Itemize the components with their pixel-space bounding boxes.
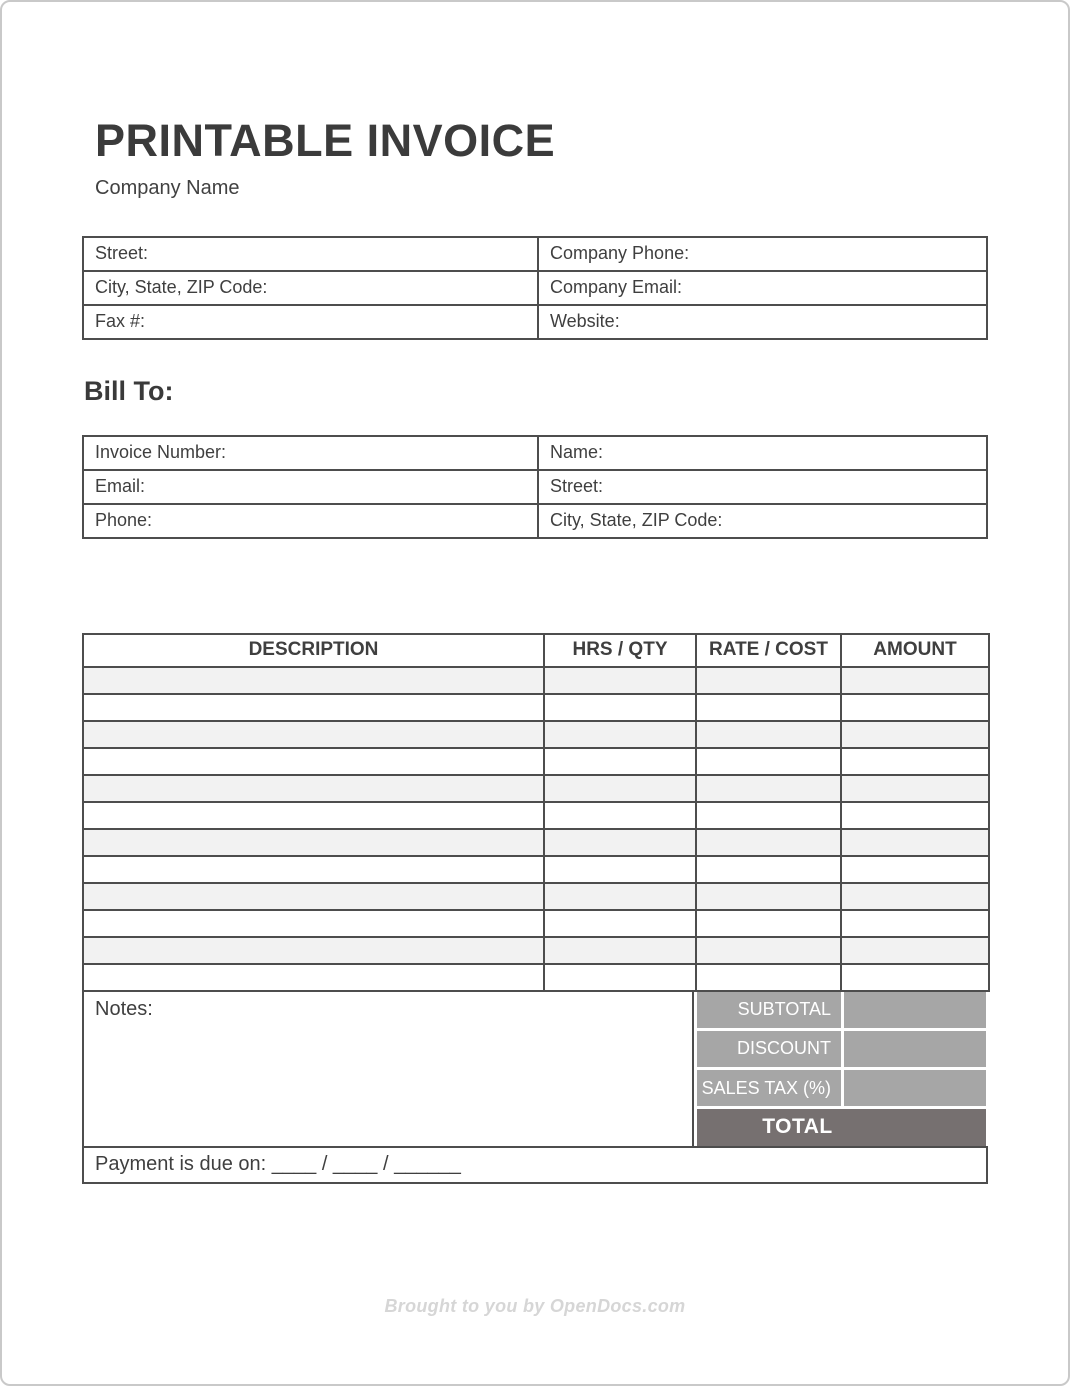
- discount-label: DISCOUNT: [697, 1031, 841, 1067]
- item-cell: [841, 802, 989, 829]
- item-cell: [696, 829, 841, 856]
- client-city-label: City, State, ZIP Code:: [538, 504, 987, 538]
- table-row: [83, 775, 989, 802]
- footer-attribution: Brought to you by OpenDocs.com: [384, 1296, 686, 1316]
- invoice-document: [82, 0, 988, 1184]
- sales-tax-row: [697, 1070, 986, 1106]
- items-body: [83, 667, 989, 991]
- company-email-label: Company Email:: [538, 271, 987, 305]
- item-cell: [83, 775, 544, 802]
- item-cell: [841, 829, 989, 856]
- company-info-table: [82, 236, 988, 340]
- item-cell: [83, 883, 544, 910]
- table-row: [83, 470, 987, 504]
- item-cell: [544, 748, 696, 775]
- total-row: [697, 1109, 986, 1145]
- table-row: [83, 748, 989, 775]
- table-row: [83, 829, 989, 856]
- item-cell: [841, 856, 989, 883]
- item-cell: [544, 910, 696, 937]
- invoice-number-label: Invoice Number:: [83, 436, 538, 470]
- item-cell: [696, 964, 841, 991]
- bill-to-table: [82, 435, 988, 539]
- total-label: TOTAL: [697, 1109, 986, 1145]
- description-header: DESCRIPTION: [83, 634, 544, 667]
- item-cell: [544, 775, 696, 802]
- payment-due-row: [82, 1146, 988, 1184]
- item-cell: [841, 883, 989, 910]
- item-cell: [696, 802, 841, 829]
- company-city-label: City, State, ZIP Code:: [83, 271, 538, 305]
- item-cell: [696, 937, 841, 964]
- item-cell: [83, 748, 544, 775]
- item-cell: [841, 937, 989, 964]
- item-cell: [544, 856, 696, 883]
- table-row: [83, 721, 989, 748]
- client-phone-label: Phone:: [83, 504, 538, 538]
- item-cell: [83, 937, 544, 964]
- totals-panel: [694, 990, 988, 1148]
- item-cell: [544, 721, 696, 748]
- bill-to-heading: Bill To:: [84, 375, 174, 406]
- table-row: [83, 883, 989, 910]
- sales-tax-value-cell: [844, 1070, 986, 1106]
- item-cell: [83, 694, 544, 721]
- item-cell: [83, 910, 544, 937]
- subtotal-label: SUBTOTAL: [697, 992, 841, 1028]
- item-cell: [83, 856, 544, 883]
- company-phone-label: Company Phone:: [538, 237, 987, 271]
- item-cell: [696, 721, 841, 748]
- table-row: [83, 856, 989, 883]
- rate-cost-header: RATE / COST: [696, 634, 841, 667]
- item-cell: [544, 937, 696, 964]
- item-cell: [544, 883, 696, 910]
- item-cell: [841, 748, 989, 775]
- table-row: [83, 504, 987, 538]
- subtotal-row: [697, 992, 986, 1028]
- table-row: [83, 305, 987, 339]
- item-cell: [544, 694, 696, 721]
- discount-row: [697, 1031, 986, 1067]
- table-row: [83, 271, 987, 305]
- item-cell: [83, 964, 544, 991]
- table-row: [83, 910, 989, 937]
- item-cell: [841, 775, 989, 802]
- item-cell: [83, 802, 544, 829]
- table-row: [83, 694, 989, 721]
- item-cell: [841, 910, 989, 937]
- item-cell: [544, 964, 696, 991]
- table-row: [83, 436, 987, 470]
- notes-box: [82, 990, 694, 1148]
- item-cell: [841, 694, 989, 721]
- item-cell: [696, 910, 841, 937]
- item-cell: [696, 748, 841, 775]
- item-cell: [696, 883, 841, 910]
- item-cell: [696, 775, 841, 802]
- company-fax-label: Fax #:: [83, 305, 538, 339]
- notes-label: Notes:: [95, 997, 153, 1020]
- item-cell: [696, 856, 841, 883]
- item-cell: [83, 721, 544, 748]
- company-street-label: Street:: [83, 237, 538, 271]
- client-street-label: Street:: [538, 470, 987, 504]
- item-cell: [83, 829, 544, 856]
- hrs-qty-header: HRS / QTY: [544, 634, 696, 667]
- sales-tax-label: SALES TAX (%): [697, 1070, 841, 1106]
- table-row: [83, 667, 989, 694]
- table-row: [83, 802, 989, 829]
- page-title: PRINTABLE INVOICE: [95, 115, 556, 166]
- item-cell: [841, 667, 989, 694]
- table-row: [83, 937, 989, 964]
- item-cell: [544, 802, 696, 829]
- line-items-table: [82, 633, 990, 992]
- item-cell: [544, 829, 696, 856]
- company-website-label: Website:: [538, 305, 987, 339]
- subtotal-value-cell: [844, 992, 986, 1028]
- company-name: Company Name: [95, 176, 240, 199]
- item-cell: [544, 667, 696, 694]
- client-name-label: Name:: [538, 436, 987, 470]
- item-cell: [83, 667, 544, 694]
- item-cell: [841, 964, 989, 991]
- amount-header: AMOUNT: [841, 634, 989, 667]
- item-cell: [696, 694, 841, 721]
- client-email-label: Email:: [83, 470, 538, 504]
- discount-value-cell: [844, 1031, 986, 1067]
- item-cell: [696, 667, 841, 694]
- notes-totals-section: [82, 990, 988, 1148]
- items-header-row: [83, 634, 989, 667]
- table-row: [83, 237, 987, 271]
- payment-due-text: Payment is due on: ____ / ____ / ______: [95, 1153, 461, 1175]
- table-row: [83, 964, 989, 991]
- item-cell: [841, 721, 989, 748]
